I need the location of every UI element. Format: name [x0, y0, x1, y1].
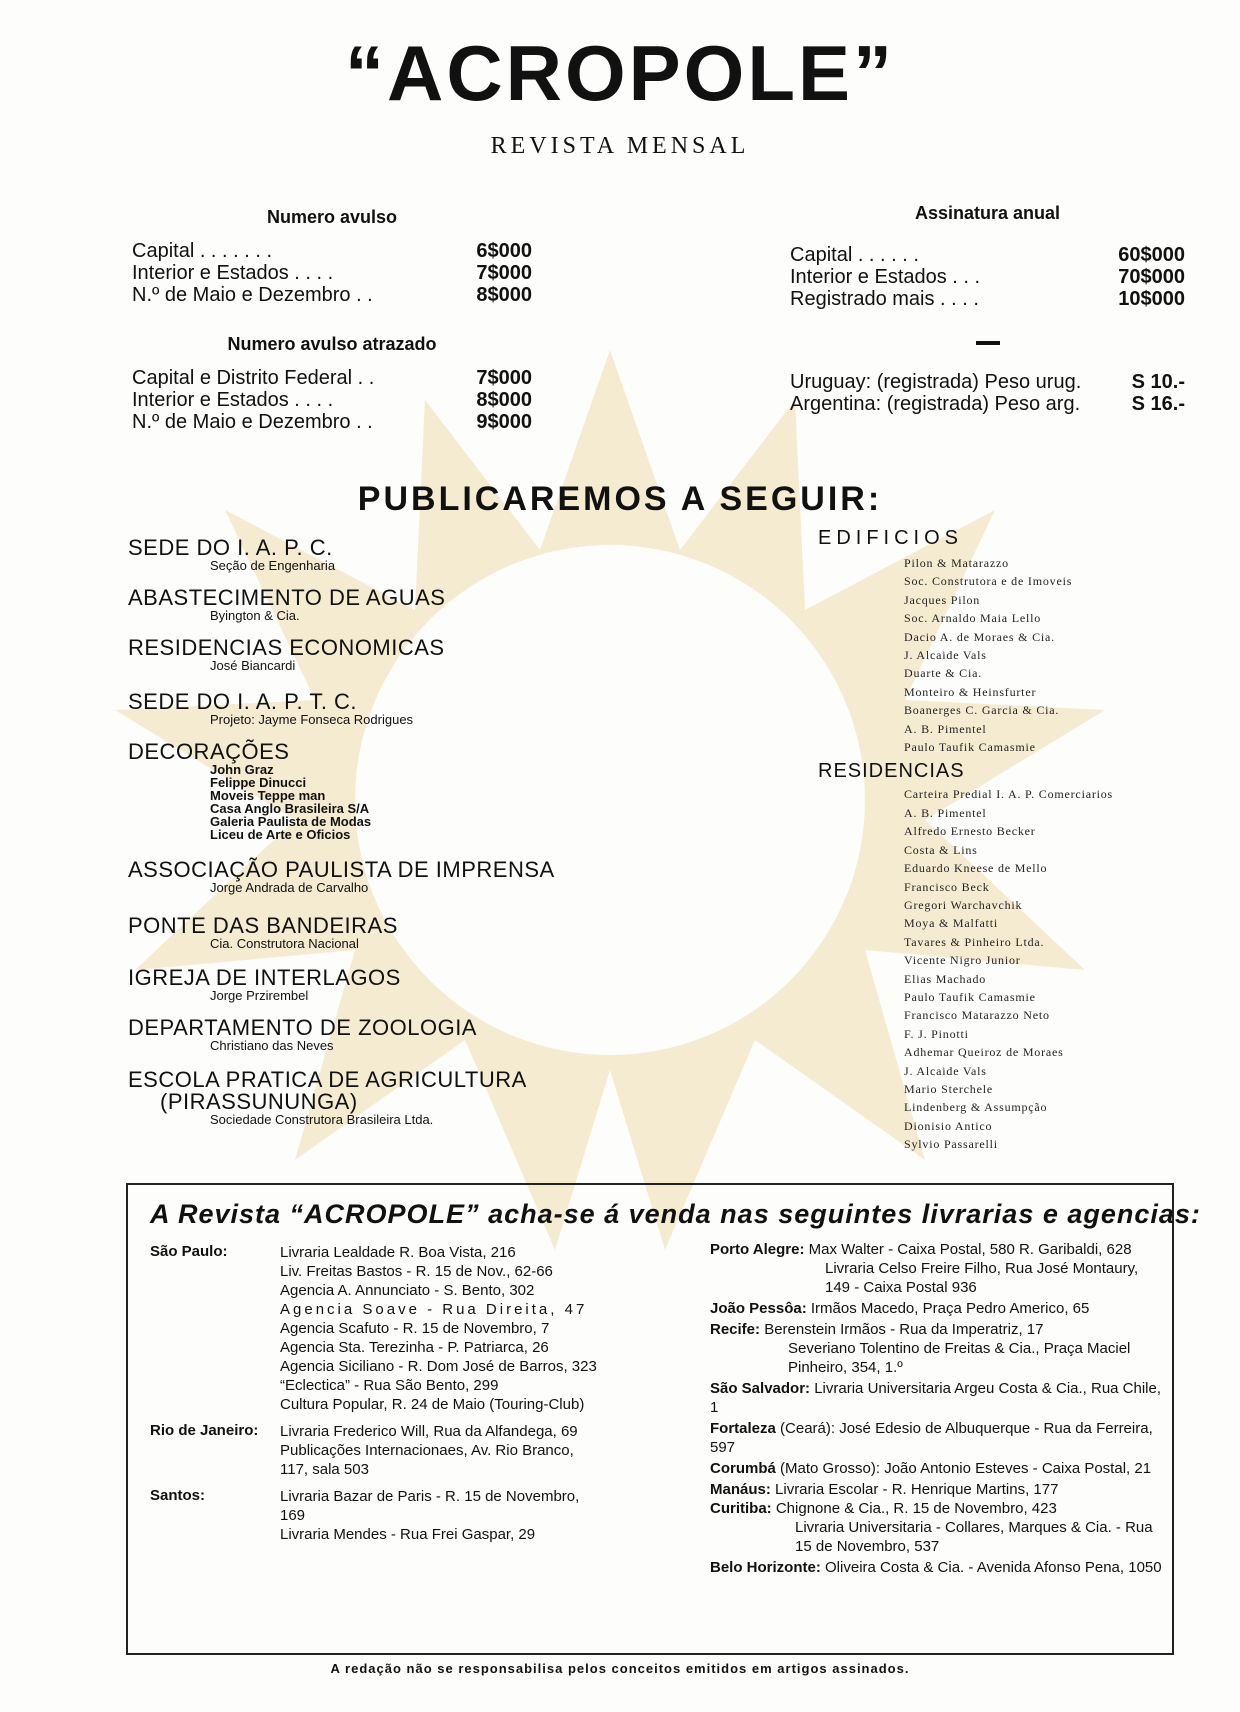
city-label: Corumbá: [710, 1460, 776, 1477]
city-group: [150, 1243, 605, 1414]
list-item: Dacio A. de Moraes & Cia.: [904, 629, 1055, 644]
price-label: N.º de Maio e Dezembro . .: [132, 284, 373, 306]
list-item: Boanerges C. Garcia & Cia.: [904, 703, 1060, 718]
list-item: Sylvio Passarelli: [904, 1137, 998, 1152]
project-item: [128, 741, 608, 841]
price-row: [790, 393, 1185, 415]
list-item: Alfredo Ernesto Becker: [904, 824, 1036, 839]
project-item: [128, 915, 608, 951]
project-title: RESIDENCIAS ECONOMICAS: [128, 635, 445, 660]
project-title: IGREJA DE INTERLAGOS: [128, 965, 401, 990]
list-item: José Edesio de Albuquerque - Rua da Ferreira, 597: [710, 1420, 1153, 1456]
price-label: Capital . . . . . .: [790, 244, 919, 266]
city-label: João Pessôa:: [710, 1300, 807, 1317]
list-item: Elias Machado: [904, 971, 987, 986]
sales-heading: A Revista “ACROPOLE” acha-se á venda nas seguintes livrarias e agencias:: [150, 1199, 1201, 1229]
city-entries: [280, 1243, 605, 1414]
price-value: S 16.-: [1131, 393, 1185, 415]
project-credit: Liceu de Arte e Oficios: [210, 827, 351, 842]
list-item: Francisco Beck: [904, 879, 990, 894]
list-item: Paulo Taufik Camasmie: [904, 740, 1036, 755]
avulso-heading: Numero avulso: [266, 207, 398, 227]
magazine-title: “ACROPOLE”: [344, 29, 896, 117]
list-item: Livraria Bazar de Paris - R. 15 de Novembro, 169: [280, 1488, 580, 1524]
sales-right-column: [710, 1240, 1165, 1577]
city-note: (Mato Grosso):: [780, 1460, 881, 1477]
project-title: ABASTECIMENTO DE AGUAS: [128, 585, 446, 610]
edificios-section: [818, 527, 1188, 1154]
price-row: [790, 288, 1185, 310]
project-credit: Jorge Andrada de Carvalho: [210, 880, 369, 895]
price-label: Registrado mais . . . .: [790, 288, 979, 310]
city-note: (Ceará):: [780, 1420, 836, 1437]
list-item: Eduardo Kneese de Mello: [904, 861, 1048, 876]
list-item: Lindenberg & Assumpção: [904, 1100, 1048, 1115]
list-item: Monteiro & Heinsfurter: [904, 684, 1037, 699]
price-label: Argentina: (registrada) Peso arg.: [790, 393, 1081, 415]
list-item: Pilon & Matarazzo: [904, 556, 1009, 570]
list-item: Livraria Universitaria - Collares, Marques & Cia. - Rua 15 de Novembro, 537: [795, 1519, 1153, 1555]
project-credit: Jorge Przirembel: [210, 988, 309, 1003]
price-row: [132, 284, 532, 306]
list-item: Berenstein Irmãos - Rua da Imperatriz, 17: [764, 1321, 1044, 1338]
price-value: 9$000: [476, 411, 532, 433]
price-label: Interior e Estados . . . .: [132, 389, 334, 411]
price-row: [790, 371, 1185, 393]
city-group: [710, 1320, 1165, 1377]
project-list: [128, 537, 608, 1136]
price-label: N.º de Maio e Dezembro . .: [132, 411, 373, 433]
anual-heading: Assinatura anual: [914, 203, 1061, 223]
city-label: Recife:: [710, 1321, 761, 1338]
city-label: Rio de Janeiro:: [150, 1422, 259, 1439]
list-item: Severiano Tolentino de Freitas & Cia., Praça Maciel Pinheiro, 354, 1.º: [788, 1340, 1131, 1376]
list-item: Costa & Lins: [904, 842, 978, 857]
list-item: Agencia Siciliano - R. Dom José de Barros, 323: [280, 1358, 597, 1375]
sales-left-column: [150, 1243, 605, 1544]
list-item: J. Alcaide Vals: [904, 648, 987, 663]
list-item: Agencia Sta. Terezinha - P. Patriarca, 26: [280, 1339, 549, 1356]
project-credit: Seção de Engenharia: [210, 558, 336, 573]
list-item: Max Walter - Caixa Postal, 580 R. Garibaldi, 628: [808, 1241, 1132, 1258]
project-credit: Moveis Teppe man: [210, 788, 326, 803]
list-item: Livraria Frederico Will, Rua da Alfandega, 69: [280, 1423, 578, 1440]
list-item: Livraria Lealdade R. Boa Vista, 216: [280, 1244, 516, 1261]
city-label: Manáus:: [710, 1481, 771, 1498]
list-item: Agencia Scafuto - R. 15 de Novembro, 7: [280, 1320, 550, 1337]
list-item: F. J. Pinotti: [904, 1026, 969, 1041]
list-item: Dionisio Antico: [904, 1118, 993, 1133]
price-row: [132, 411, 532, 433]
city-entries: [280, 1422, 605, 1479]
list-item: Agencia A. Annunciato - S. Bento, 302: [280, 1282, 535, 1299]
edificios-names: [818, 554, 1188, 756]
city-group: [710, 1459, 1165, 1478]
project-credit: Cia. Construtora Nacional: [210, 936, 359, 951]
divider-dash: [976, 341, 1000, 345]
list-item: Oliveira Costa & Cia. - Avenida Afonso Pena, 1050: [825, 1559, 1162, 1576]
list-item: Tavares & Pinheiro Ltda.: [904, 934, 1045, 949]
magazine-subtitle: REVISTA MENSAL: [490, 133, 750, 159]
price-value: 6$000: [476, 240, 532, 262]
list-item: Paulo Taufik Camasmie: [904, 989, 1036, 1004]
city-group: [710, 1419, 1165, 1457]
project-title: ASSOCIAÇÃO PAULISTA DE IMPRENSA: [128, 857, 555, 882]
price-value: 8$000: [476, 389, 532, 411]
list-item: Adhemar Queiroz de Moraes: [904, 1045, 1064, 1060]
project-item: [128, 537, 608, 573]
price-block-avulso: [132, 207, 532, 306]
price-label: Interior e Estados . . . .: [132, 262, 334, 284]
city-label: Fortaleza: [710, 1420, 776, 1437]
price-value: 70$000: [1118, 266, 1185, 288]
publicaremos-heading: PUBLICAREMOS A SEGUIR:: [357, 480, 883, 518]
city-label: Santos:: [150, 1487, 206, 1504]
project-credit: Projeto: Jayme Fonseca Rodrigues: [210, 712, 414, 727]
price-label: Interior e Estados . . .: [790, 266, 981, 288]
city-group: [710, 1240, 1165, 1297]
list-item: Liv. Freitas Bastos - R. 15 de Nov., 62-66: [280, 1263, 553, 1280]
disclaimer-footer: A redação não se responsabilisa pelos conceitos emitidos em artigos assinados.: [330, 1661, 910, 1676]
list-item: Soc. Construtora e de Imoveis: [904, 574, 1073, 589]
price-row: [132, 367, 532, 389]
list-item: Moya & Malfatti: [904, 916, 998, 931]
city-entries: [280, 1487, 605, 1544]
price-row: [132, 389, 532, 411]
project-title: PONTE DAS BANDEIRAS: [128, 913, 398, 938]
project-item: [128, 637, 608, 673]
city-label: Curitiba:: [710, 1500, 772, 1517]
list-item: Vicente Nigro Junior: [904, 953, 1021, 968]
project-credit: John Graz: [210, 762, 274, 777]
list-item: Livraria Universitaria Argeu Costa & Cia., Rua Chile, 1: [710, 1380, 1162, 1416]
list-item: “Eclectica” - Rua São Bento, 299: [280, 1377, 499, 1394]
list-item: J. Alcaide Vals: [904, 1063, 987, 1078]
list-item: Cultura Popular, R. 24 de Maio (Touring-Club): [280, 1396, 585, 1413]
project-item: [128, 859, 608, 895]
price-block-anual: [790, 203, 1185, 415]
project-title: DEPARTAMENTO DE ZOOLOGIA: [128, 1015, 477, 1040]
project-credit: Byington & Cia.: [210, 608, 300, 623]
list-item: Agencia Soave - Rua Direita, 47: [280, 1301, 588, 1318]
list-item: Livraria Escolar - R. Henrique Martins, 177: [775, 1481, 1059, 1498]
city-group: [710, 1299, 1165, 1318]
project-title: SEDE DO I. A. P. T. C.: [128, 689, 358, 714]
project-credit: Christiano das Neves: [210, 1038, 334, 1053]
residencias-heading: RESIDENCIAS: [818, 760, 965, 783]
list-item: Chignone & Cia., R. 15 de Novembro, 423: [775, 1500, 1057, 1517]
project-item: [128, 967, 608, 1003]
list-item: Livraria Celso Freire Filho, Rua José Montaury, 149 - Caixa Postal 936: [825, 1260, 1139, 1296]
list-item: Duarte & Cia.: [904, 666, 983, 681]
city-label: São Salvador:: [710, 1380, 811, 1397]
price-row: [132, 240, 532, 262]
project-credit: Felippe Dinucci: [210, 775, 307, 790]
price-label: Capital . . . . . . .: [132, 240, 273, 262]
price-block-atrazado: [132, 334, 532, 433]
project-credit: José Biancardi: [210, 658, 296, 673]
project-title-line2: (PIRASSUNUNGA): [160, 1089, 358, 1114]
city-label: Belo Horizonte:: [710, 1559, 821, 1576]
project-credit: Galeria Paulista de Modas: [210, 814, 372, 829]
atrazado-heading: Numero avulso atrazado: [227, 334, 437, 354]
list-item: Mario Sterchele: [904, 1081, 993, 1096]
project-item: [128, 691, 608, 727]
residencias-names: [818, 785, 1188, 1153]
list-item: João Antonio Esteves - Caixa Postal, 21: [884, 1460, 1152, 1477]
price-value: 60$000: [1118, 244, 1185, 266]
list-item: Jacques Pilon: [904, 592, 981, 607]
project-credit: Casa Anglo Brasileira S/A: [210, 801, 370, 816]
project-title: DECORAÇÕES: [128, 739, 290, 764]
project-item: [128, 1069, 608, 1127]
project-item: [128, 587, 608, 623]
list-item: A. B. Pimentel: [904, 721, 987, 736]
list-item: A. B. Pimentel: [904, 805, 987, 820]
price-value: 7$000: [476, 367, 532, 389]
price-value: S 10.-: [1131, 371, 1185, 393]
list-item: Francisco Matarazzo Neto: [904, 1008, 1050, 1023]
city-label: Porto Alegre:: [710, 1241, 805, 1258]
list-item: Irmãos Macedo, Praça Pedro Americo, 65: [810, 1300, 1090, 1317]
price-value: 10$000: [1118, 288, 1185, 310]
list-item: Carteira Predial I. A. P. Comerciarios: [904, 787, 1114, 802]
project-credit: Sociedade Construtora Brasileira Ltda.: [210, 1112, 434, 1127]
list-item: Soc. Arnaldo Maia Lello: [904, 611, 1042, 626]
price-value: 7$000: [476, 262, 532, 284]
city-group: [710, 1558, 1165, 1577]
price-row: [790, 244, 1185, 266]
city-group: [150, 1487, 605, 1544]
price-value: 8$000: [476, 284, 532, 306]
city-group: [150, 1422, 605, 1479]
price-row: [132, 262, 532, 284]
price-row: [790, 266, 1185, 288]
project-title: ESCOLA PRATICA DE AGRICULTURA: [128, 1067, 527, 1092]
project-item: [128, 1017, 608, 1053]
city-group: [710, 1480, 1165, 1499]
list-item: Gregori Warchavchik: [904, 897, 1023, 912]
price-label: Uruguay: (registrada) Peso urug.: [790, 371, 1082, 393]
list-item: Livraria Mendes - Rua Frei Gaspar, 29: [280, 1526, 536, 1543]
city-label: São Paulo:: [150, 1243, 228, 1260]
list-item: Publicações Internacionaes, Av. Rio Branco, 117, sala 503: [280, 1442, 574, 1478]
city-group: [710, 1379, 1165, 1417]
city-group: [710, 1499, 1165, 1556]
edificios-heading: EDIFICIOS: [818, 527, 964, 549]
project-title: SEDE DO I. A. P. C.: [128, 535, 333, 560]
price-label: Capital e Distrito Federal . .: [132, 367, 375, 389]
